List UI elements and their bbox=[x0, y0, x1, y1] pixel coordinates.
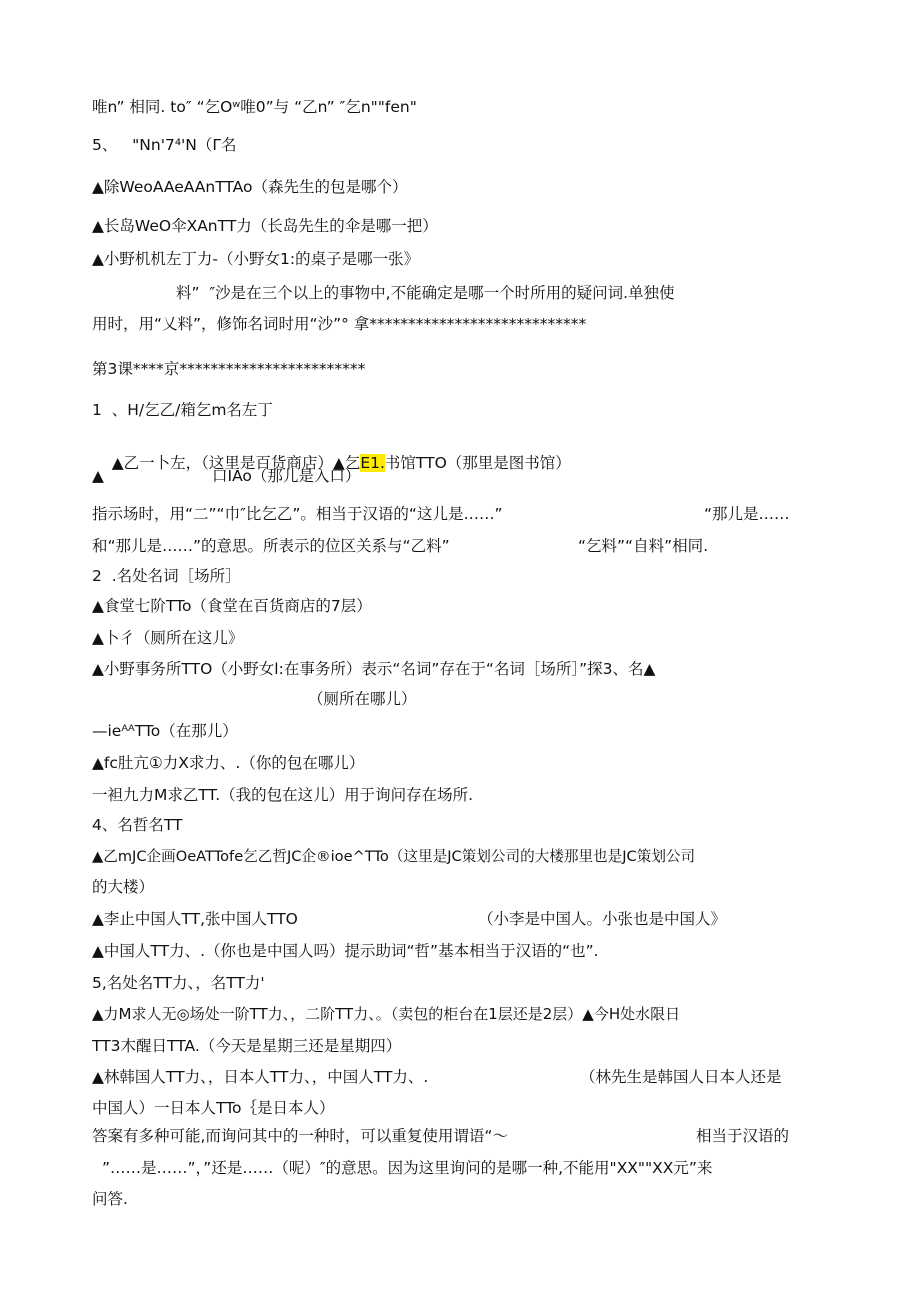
example-line: ▲fc肚亢①力X求力、.（你的包在哪儿） bbox=[92, 754, 365, 772]
explanation-line: ”……是……”，”还是……（呢）″的意思。因为这里询问的是哪一种,不能用"XX""XX元”来 bbox=[102, 1159, 713, 1177]
text-segment: ▲乙一卜左，（这里是百货商店）▲乞 bbox=[111, 454, 361, 472]
example-line: （林先生是韩国人日本人还是 bbox=[580, 1068, 782, 1086]
explanation-line: 问答. bbox=[92, 1190, 128, 1208]
section-heading: 5、 "Nn'7⁴'N（Γ名 bbox=[92, 136, 237, 154]
example-line: ▲ bbox=[92, 467, 104, 485]
example-line: 的大楼） bbox=[92, 878, 155, 896]
example-line: ▲食堂七阶TTo（食堂在百货商店的7层） bbox=[92, 597, 372, 615]
example-line: ▲力M求人无◎场处一阶TT力、，二阶TT力、。（卖包的柜台在1层还是2层）▲今H处水限日 bbox=[92, 1005, 681, 1023]
example-line: （厕所在哪儿） bbox=[308, 690, 417, 708]
text-line: 唯n” 相同. to″ “乞Oʷ唯0”与 “乙n” ″乞n""fen" bbox=[92, 98, 417, 116]
example-line: ▲卜彳（厕所在这儿》 bbox=[92, 629, 244, 647]
example-line: —ieᴬᴬTTo（在那儿） bbox=[92, 722, 238, 740]
text-segment: 书馆TTO（那里是图书馆） bbox=[384, 454, 571, 472]
explanation-line: “乞料”“自料”相同. bbox=[578, 537, 709, 555]
example-line: TT3木醒日TTA.（今天是星期三还是星期四） bbox=[92, 1037, 402, 1055]
explanation-line: 相当于汉语的 bbox=[696, 1127, 790, 1145]
explanation-line: 指示场时，用“二”“巾″比乞乙”。相当于汉语的“这儿是……” bbox=[92, 505, 503, 523]
example-line: ▲小野机机左丁力-（小野女1:的桌子是哪一张》 bbox=[92, 250, 420, 268]
example-line: ▲除WeoAAeAAnTTAo（森先生的包是哪个） bbox=[92, 178, 408, 196]
explanation-line: 答案有多种可能,而询问其中的一种时，可以重复使用谓语“～ bbox=[92, 1127, 508, 1145]
example-line: ▲长岛WeO伞XAnTT力（长岛先生的伞是哪一把） bbox=[92, 217, 438, 235]
example-line: ▲乙mJC企画OeATTofe乞乙哲JC企®ioe^TTo（这里是JC策划公司的大楼那里也是JC策划公司 bbox=[92, 848, 696, 865]
example-line: （小李是中国人。小张也是中国人》 bbox=[478, 910, 727, 928]
section-heading: 2 .名处名词［场所］ bbox=[92, 567, 241, 585]
highlighted-text: E1. bbox=[360, 454, 385, 472]
section-heading: 5,名处名TT力、，名TT力' bbox=[92, 974, 265, 992]
lesson-heading: 第3课****京************************ bbox=[92, 360, 366, 378]
explanation-line: 用时，用“乂料”，修饰名词时用“沙”° 拿**************************** bbox=[92, 315, 587, 333]
example-line: ▲林韩国人TT力、，日本人TT力、，中国人TT力、. bbox=[92, 1068, 429, 1086]
example-line: 中国人）一日本人TTo｛是日本人） bbox=[92, 1099, 335, 1117]
section-heading: 1 、H/乞乙/箱乞m名左丁 bbox=[92, 401, 273, 419]
example-line: ▲小野事务所TTO（小野女l:在事务所）表示“名词”存在于“名词［场所］”探3、名▲ bbox=[92, 660, 656, 678]
explanation-line: “那儿是…… bbox=[704, 505, 790, 523]
example-line: 口IAo（那儿是入口） bbox=[212, 467, 361, 485]
example-line: 一袒九力M求乙TT.（我的包在这儿）用于询问存在场所. bbox=[92, 786, 474, 804]
example-line: ▲李止中国人TT,张中国人TTO bbox=[92, 910, 298, 928]
explanation-line: 和“那儿是……”的意思。所表示的位区关系与“乙料” bbox=[92, 537, 450, 555]
example-line: ▲中国人TT力、.（你也是中国人吗）提示助词“哲”基本相当于汉语的“也”. bbox=[92, 942, 599, 960]
section-heading: 4、名哲名TT bbox=[92, 816, 183, 834]
explanation-line: 料” ″沙是在三个以上的事物中,不能确定是哪一个时所用的疑问词.单独使 bbox=[176, 284, 675, 302]
